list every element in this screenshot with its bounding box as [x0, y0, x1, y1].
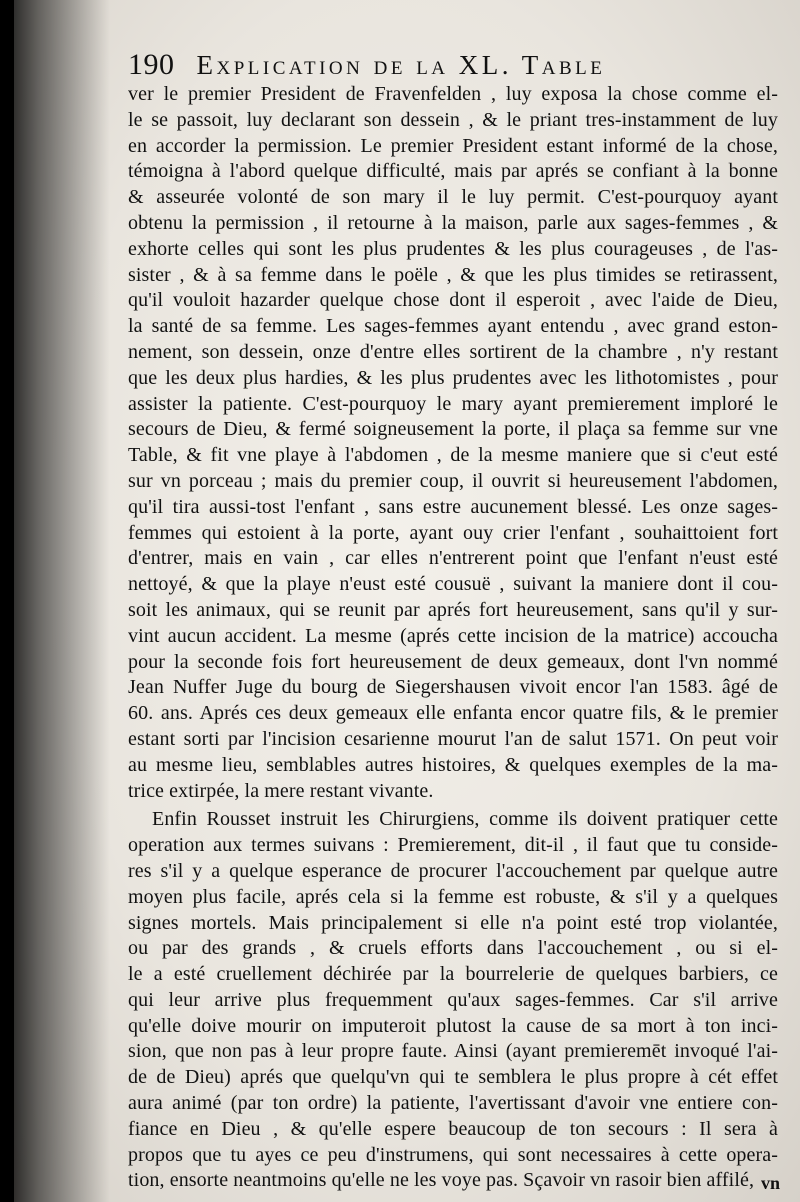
text-line: au mesme lieu, semblables autres histoires, & quelques exemples de la ma- [128, 753, 778, 776]
page-content [128, 48, 778, 1194]
paragraph [128, 807, 778, 1194]
text-line: nement, son dessein, onze d'entre elles sortirent de la chambre , n'y restant [128, 340, 778, 363]
page-header [128, 48, 778, 82]
text-line: qui leur arrive plus frequemment qu'aux sages-femmes. Car s'il arrive [128, 988, 778, 1011]
text-line: secours de Dieu, & fermé soigneusement la porte, il plaça sa femme sur vne [128, 418, 778, 441]
text-line: trice extirpée, la mere restant vivante. [128, 779, 434, 802]
text-line: vint aucun accident. La mesme (aprés cette incision de la matrice) accoucha [128, 624, 778, 647]
text-line: tion, ensorte neantmoins qu'elle ne les voye pas. Sçavoir vn rasoir bien affilé, [128, 1169, 755, 1192]
text-line: fiance en Dieu , & qu'elle espere beaucoup de ton secours : Il sera à [128, 1117, 778, 1140]
text-line: assister la patiente. C'est-pourquoy le mary ayant premierement imploré le [128, 392, 778, 415]
text-line: 60. ans. Aprés ces deux gemeaux elle enfanta encor quatre fils, & le premier [128, 702, 778, 725]
text-line: obtenu la permission , il retourne à la maison, parle aux sages-femmes , & [128, 211, 778, 234]
text-line: qu'il vouloit hazarder quelque chose dont il esperoit , avec l'aide de Dieu, [128, 289, 778, 312]
text-line: aura animé (par ton ordre) la patiente, l'avertissant d'avoir vne entiere con- [128, 1092, 778, 1115]
text-line: la santé de sa femme. Les sages-femmes ayant entendu , avec grand eston- [128, 315, 778, 338]
text-line: soit les animaux, qui se reunit par aprés fort heureusement, sans qu'il y sur- [128, 598, 778, 621]
text-line: exhorte celles qui sont les plus prudentes & les plus courageuses , de l'as- [128, 237, 778, 260]
binding-gutter [0, 0, 14, 1202]
text-line: sur vn porceau ; mais du premier coup, il ouvrit si heureusement l'abdomen, [128, 469, 778, 492]
text-line: signes mortels. Mais principalement si elle n'a point esté trop violantée, [128, 911, 778, 934]
text-line: d'entrer, mais en vain , car elles n'entrerent point que l'enfant n'eust esté [128, 547, 778, 570]
text-line: le se passoit, luy declarant son dessein , & le priant tres-instamment de luy [128, 108, 778, 131]
text-line: témoigna à l'abord quelque difficulté, mais par aprés se confiant à la bonne [128, 160, 778, 183]
text-line: ver le premier President de Fravenfelden , luy exposa la chose comme el- [128, 83, 778, 105]
text-line: en accorder la permission. Le premier President estant informé de la chose, [128, 134, 778, 157]
text-line: & asseurée volonté de son mary il le luy permit. C'est-pourquoy ayant [128, 186, 778, 209]
text-line: femmes qui estoient à la porte, ayant ouy crier l'enfant , souhaittoient fort [128, 521, 778, 544]
text-line: pour la seconde fois fort heureusement de deux gemeaux, dont l'vn nommé [128, 650, 778, 673]
text-line: sister , & à sa femme dans le poële , & que les plus timides se retirassent, [128, 263, 778, 286]
text-line: moyen plus facile, aprés cela si la femme est robuste, & s'il y a quelques [128, 885, 778, 908]
text-line: Table, & fit vne playe à l'abdomen , de la mesme maniere que si c'eut esté [128, 444, 778, 467]
page-number: 190 [128, 48, 175, 81]
text-line: nettoyé, & que la playe n'eust esté cousuë , suivant la maniere dont il cou- [128, 573, 778, 596]
text-line: operation aux termes suivans : Premierement, dit-il , il faut que tu conside- [128, 834, 778, 857]
text-line: propos que tu ayes ce peu d'instrumens, qui sont necessaires à cette opera- [128, 1143, 778, 1166]
text-line: sion, que non pas à leur propre faute. Ainsi (ayant premieremēt invoqué l'ai- [128, 1040, 778, 1063]
text-line: ou par des grands , & cruels efforts dans l'accouchement , ou si el- [128, 937, 778, 960]
binding-shadow [0, 0, 110, 1202]
text-line: que les deux plus hardies, & les plus prudentes avec les lithotomistes , pour [128, 366, 778, 389]
text-line: res s'il y a quelque esperance de procurer l'accouchement par quelque autre [128, 859, 778, 882]
text-line: estant sorti par l'incision cesarienne mourut l'an de salut 1571. On peut voir [128, 727, 778, 750]
running-head: Explication de la XL. Table [196, 50, 606, 80]
text-line: Enfin Rousset instruit les Chirurgiens, comme ils doivent pratiquer cette [152, 808, 778, 831]
text-line: de de Dieu) aprés que quelqu'vn qui te semblera le plus propre à cét effet [128, 1066, 778, 1089]
text-line: qu'il tira aussi-tost l'enfant , sans estre aucunement blessé. Les onze sages- [128, 495, 778, 518]
paragraph [128, 82, 778, 804]
text-line: qu'elle doive mourir on imputeroit plutost la cause de sa mort à ton inci- [128, 1014, 778, 1037]
text-line: Jean Nuffer Juge du bourg de Siegershausen vivoit encor l'an 1583. âgé de [128, 676, 778, 699]
body-text [128, 82, 778, 1194]
catchword: vn [760, 1173, 780, 1193]
text-line: le a esté cruellement déchirée par la bourrelerie de quelques barbiers, ce [128, 963, 778, 986]
